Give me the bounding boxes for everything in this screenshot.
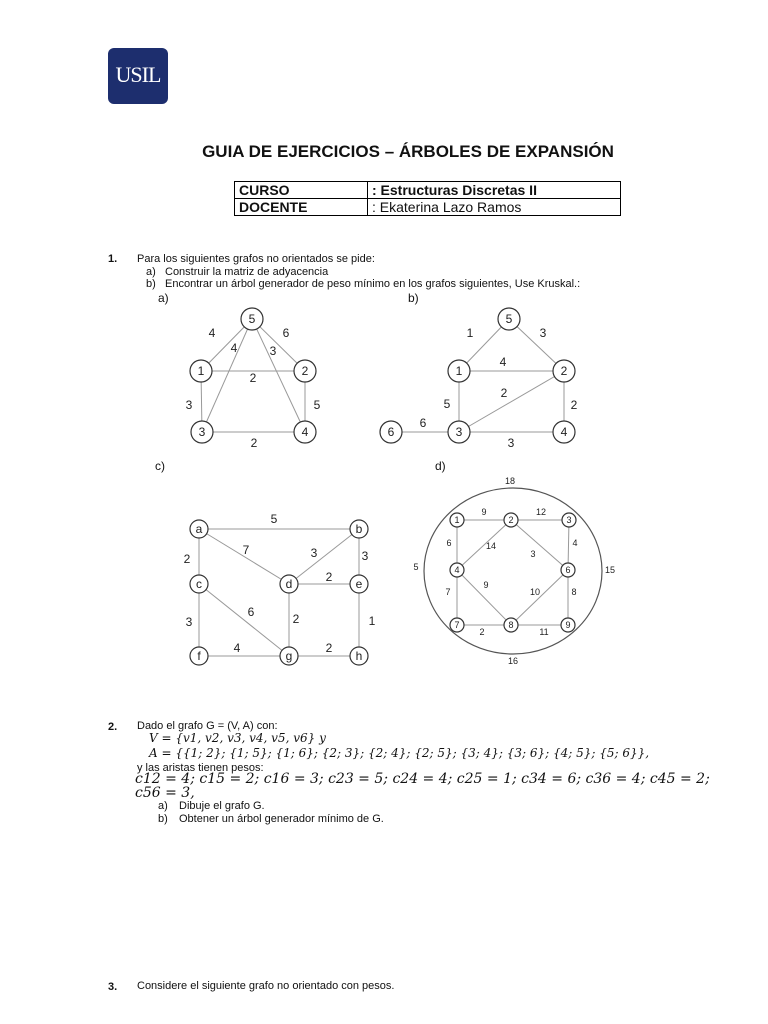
graph-d-weight: 7 — [445, 587, 451, 597]
graph-d-node-1-label: 1 — [454, 515, 460, 525]
graph-c-edge-b-d — [289, 529, 359, 584]
graph-b-edge-2-3 — [459, 371, 564, 432]
graph-b-node-2-label: 2 — [560, 364, 568, 378]
graph-d-node-8-label: 8 — [508, 620, 514, 630]
graph-c-node-g-label: g — [285, 649, 293, 663]
graph-c-weight: 5 — [270, 512, 278, 526]
graph-d-weight: 11 — [539, 627, 549, 637]
graph-c-weight: 3 — [310, 546, 318, 560]
graph-a-weight: 4 — [230, 341, 238, 355]
exercise-3-text: Considere el siguiente grafo no orientado con pesos. — [137, 980, 395, 992]
graph-d-weight: 3 — [530, 549, 536, 559]
exercise-1-item-a-text: Construir la matriz de adyacencia — [165, 266, 329, 278]
course-key: CURSO — [235, 182, 368, 199]
graph-b — [380, 308, 578, 450]
exercise-1-item-a-mark: a) — [146, 266, 156, 278]
graph-a-weight: 6 — [282, 326, 290, 340]
graph-c-weight: 6 — [247, 605, 255, 619]
graph-b-node-1-label: 1 — [455, 364, 463, 378]
graph-d-weight: 4 — [572, 538, 578, 548]
graph-c-weight: 1 — [368, 614, 376, 628]
graph-d-node-3-label: 3 — [566, 515, 572, 525]
graph-b-weight: 1 — [466, 326, 474, 340]
exercise-2-item-a-text: Dibuje el grafo G. — [179, 800, 265, 812]
teacher-key: DOCENTE — [235, 199, 368, 216]
graph-c-weight: 2 — [325, 641, 333, 655]
graph-a-node-3-label: 3 — [198, 425, 206, 439]
graph-a-weight: 2 — [250, 436, 258, 450]
graph-c-weight: 2 — [325, 570, 333, 584]
graph-a — [186, 308, 321, 450]
graph-c — [184, 512, 376, 665]
graph-d-node-4-label: 4 — [454, 565, 460, 575]
graph-d-weight: 12 — [535, 507, 547, 517]
graph-d-node-9-label: 9 — [565, 620, 571, 630]
graph-b-weight: 3 — [507, 436, 515, 450]
graph-d-weight: 16 — [507, 656, 519, 666]
exercise-1-item-b-text: Encontrar un árbol generador de peso mínimo en los grafos siguientes, Use Kruskal.: — [165, 278, 581, 290]
graph-d-weight: 8 — [571, 587, 577, 597]
graph-c-weight: 2 — [183, 552, 191, 566]
graph-c-node-b-label: b — [355, 522, 363, 536]
exercise-1-text: Para los siguientes grafos no orientados se pide: — [137, 253, 375, 265]
graph-b-label: b) — [408, 291, 419, 305]
graph-d-node-7-label: 7 — [454, 620, 460, 630]
graph-d-node-2-label: 2 — [508, 515, 514, 525]
graph-d-edge-6-8 — [511, 570, 568, 625]
graph-a-node-2-label: 2 — [301, 364, 309, 378]
graph-c-label: c) — [155, 459, 165, 473]
graph-c-node-e-label: e — [355, 577, 363, 591]
graph-a-weight: 3 — [185, 398, 193, 412]
graph-c-edge-c-g — [199, 584, 289, 656]
graph-a-node-5-label: 5 — [248, 312, 256, 326]
graph-c-weight: 2 — [292, 612, 300, 626]
graph-a-weight: 4 — [208, 326, 216, 340]
graph-c-weight: 4 — [233, 641, 241, 655]
graph-c-weight: 3 — [185, 615, 193, 629]
graph-d-node-6-label: 6 — [565, 565, 571, 575]
exercise-2-item-a-mark: a) — [158, 800, 168, 812]
graph-a-weight: 5 — [313, 398, 321, 412]
graph-b-weight: 2 — [500, 386, 508, 400]
graph-c-node-f-label: f — [197, 649, 201, 663]
graph-d-weight: 15 — [604, 565, 616, 575]
exercise-2-number: 2. — [108, 721, 118, 733]
graph-d-weight: 9 — [483, 580, 489, 590]
graph-d-weight: 5 — [413, 562, 419, 572]
graph-b-node-4-label: 4 — [560, 425, 568, 439]
graph-b-weight: 2 — [570, 398, 578, 412]
exercise-2-weights-line-1: c12 = 4; c15 = 2; c16 = 3; c23 = 5; c24 = 4; c25 = 1; c34 = 6; c36 = 4; c45 = 2; — [135, 771, 710, 787]
course-value: : Estructuras Discretas II — [368, 182, 621, 199]
exercise-2-vertex-set: V = {v1, v2, v3, v4, v5, v6} y — [149, 731, 326, 745]
graph-c-node-d-label: d — [285, 577, 293, 591]
exercise-2-weights-line-2: c56 = 3, — [135, 785, 195, 801]
graph-c-node-a-label: a — [195, 522, 203, 536]
graph-d — [413, 476, 615, 666]
exercise-2-edge-set: A = {{1; 2}; {1; 5}; {1; 6}; {2; 3}; {2; 4}; {2; 5}; {3; 4}; {3; 6}; {4; 5}; {5; 6}}, — [149, 746, 650, 760]
graph-a-node-1-label: 1 — [197, 364, 205, 378]
exercise-2-weights-intro: y las aristas tienen pesos: — [137, 762, 264, 774]
graph-b-weight: 5 — [443, 397, 451, 411]
graph-a-weight: 3 — [269, 344, 277, 358]
page-title: GUIA DE EJERCICIOS – ÁRBOLES DE EXPANSIÓN — [202, 142, 614, 161]
graph-c-weight: 3 — [361, 549, 369, 563]
graph-d-edge-4-8 — [457, 570, 511, 625]
graph-d-weight: 6 — [446, 538, 452, 548]
graph-d-weight: 10 — [529, 587, 541, 597]
graph-d-weight: 18 — [504, 476, 516, 486]
graph-d-weight: 14 — [485, 541, 497, 551]
exercise-2-intro: Dado el grafo G = (V, A) con: — [137, 720, 278, 732]
graph-a-weight: 2 — [249, 371, 257, 385]
graph-d-edge-2-4 — [457, 520, 511, 570]
graph-b-node-5-label: 5 — [505, 312, 513, 326]
graph-a-node-4-label: 4 — [301, 425, 309, 439]
teacher-value: : Ekaterina Lazo Ramos — [368, 199, 621, 216]
graph-b-node-3-label: 3 — [455, 425, 463, 439]
exercise-2-item-b-text: Obtener un árbol generador mínimo de G. — [179, 813, 384, 825]
graph-d-edge-2-6 — [511, 520, 568, 570]
graph-b-weight: 6 — [419, 416, 427, 430]
graph-a-label: a) — [158, 291, 169, 305]
graph-b-node-6-label: 6 — [387, 425, 395, 439]
exercise-2-item-b-mark: b) — [158, 813, 168, 825]
graph-c-weight: 7 — [242, 543, 250, 557]
exercise-3-number: 3. — [108, 981, 118, 993]
exercise-1-item-b-mark: b) — [146, 278, 156, 290]
graph-c-node-h-label: h — [355, 649, 363, 663]
graph-d-label: d) — [435, 459, 446, 473]
graph-b-weight: 3 — [539, 326, 547, 340]
graph-b-weight: 4 — [499, 355, 507, 369]
graph-d-weight: 2 — [479, 627, 485, 637]
graph-c-node-c-label: c — [196, 577, 202, 591]
logo-text: USIL — [115, 62, 161, 87]
exercise-1-number: 1. — [108, 253, 118, 265]
graph-d-weight: 9 — [481, 507, 487, 517]
